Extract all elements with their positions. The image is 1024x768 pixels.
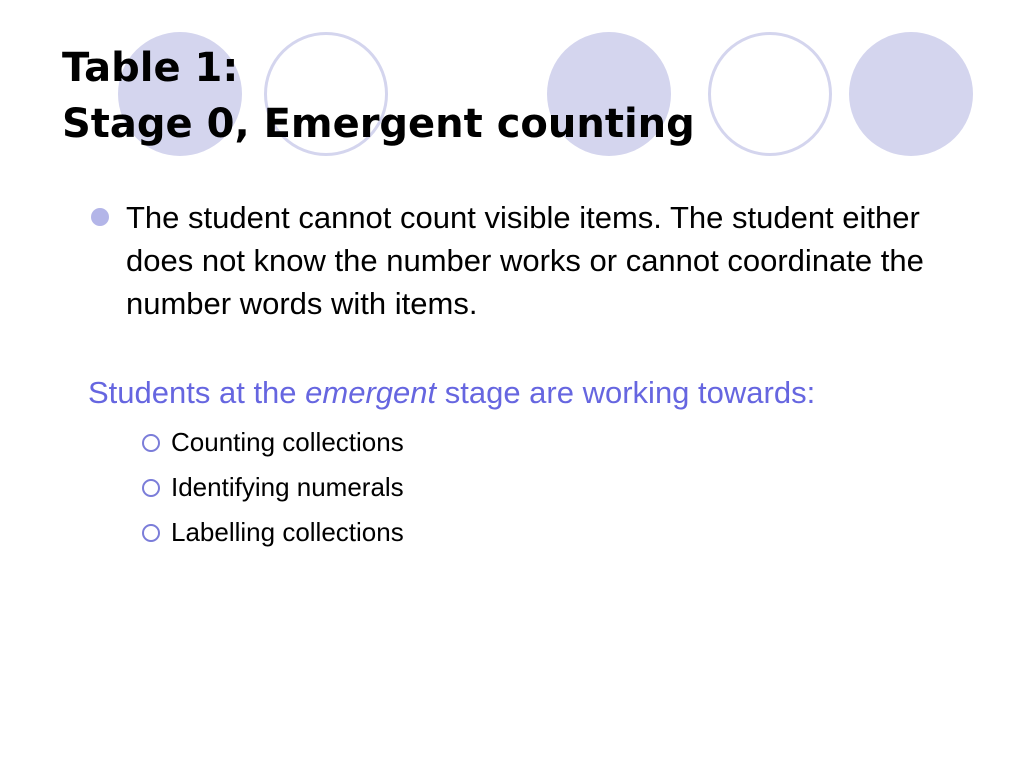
- ring-bullet-icon: [142, 434, 160, 452]
- slide-title: [62, 40, 695, 152]
- list-item: [140, 465, 968, 510]
- paragraph-prefix: Students at the: [88, 375, 306, 410]
- list-item: [140, 420, 968, 465]
- list-item-label: Labelling collections: [171, 517, 404, 547]
- emergent-stage-paragraph: [88, 371, 968, 414]
- bullet-text: The student cannot count visible items. The student either does not know the number works or cannot coordinate the number words with items.: [126, 200, 924, 321]
- ring-bullet-icon: [142, 524, 160, 542]
- list-item-label: Counting collections: [171, 427, 404, 457]
- paragraph-suffix: stage are working towards:: [436, 375, 816, 410]
- decorative-circle-4: [708, 32, 832, 156]
- bullet-dot-icon: [91, 208, 109, 226]
- goals-list: [88, 420, 968, 555]
- slide-body: [88, 196, 968, 555]
- title-line-1: Table 1:: [62, 45, 239, 91]
- list-item-label: Identifying numerals: [171, 472, 404, 502]
- list-item: [140, 510, 968, 555]
- bullet-item: [88, 196, 968, 325]
- title-line-2: Stage 0, Emergent counting: [62, 101, 695, 147]
- ring-bullet-icon: [142, 479, 160, 497]
- paragraph-emphasis: emergent: [305, 375, 437, 410]
- decorative-circle-5: [849, 32, 973, 156]
